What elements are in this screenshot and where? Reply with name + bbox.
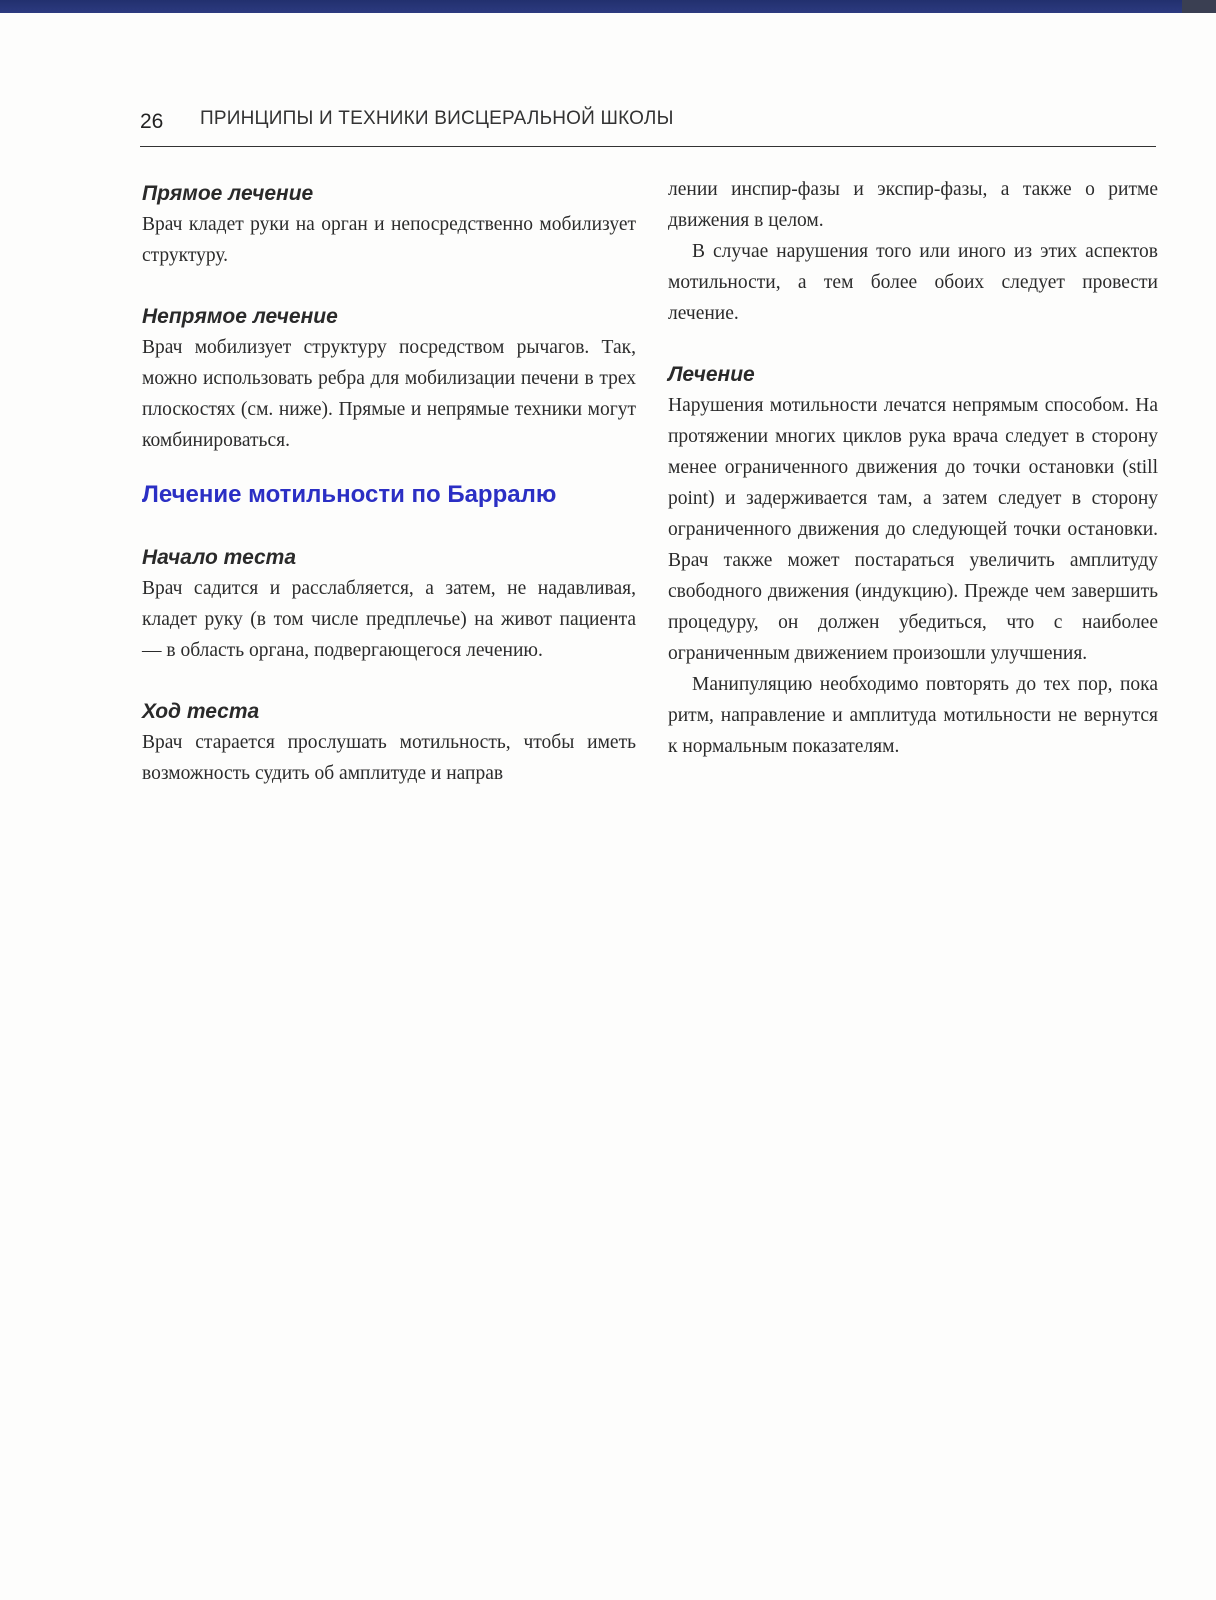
heading-test-start: Начало теста — [142, 546, 297, 569]
paragraph-treatment-repeat: Манипуляцию необходимо повторять до тех пор, пока ритм, направление и амплитуда мотильности не вернутся к нормальным показателям. — [668, 674, 1158, 757]
paragraph-treatment: Нарушения мотильности лечатся непрямым способом. На протяжении многих циклов рука врача следует в сторону менее ограниченного движения до точки остановки (still point) и задерживается там, а затем следует в сторону ограниченного движения до следующей точки остановки. Врач также может постараться увеличить амплитуду свободного движения (индукцию). Прежде чем завершить процедуру, он должен убедиться, что с наиболее ограниченным движением произошли улучшения. — [668, 395, 1158, 664]
heading-direct-treatment: Прямое лечение — [142, 182, 314, 205]
paragraph-continuation: лении инспир-фазы и экспир-фазы, а также о ритме движения в целом. — [668, 179, 1158, 231]
heading-indirect-treatment: Непрямое лечение — [142, 305, 338, 328]
right-column — [668, 174, 1158, 762]
scan-top-band — [0, 0, 1216, 13]
left-column — [142, 178, 636, 789]
heading-test-course: Ход теста — [142, 700, 260, 723]
heading-treatment: Лечение — [668, 363, 755, 386]
running-header — [140, 106, 1156, 147]
section-title: Лечение мотильности по Барралю — [142, 481, 557, 508]
paragraph-indirect-treatment: Врач мобилизует структуру посредством рычагов. Так, можно использовать ребра для мобилизации печени в трех плоскостях (см. ниже). Прямые и непрямые техники могут комбинироваться. — [142, 337, 636, 451]
paragraph-motility-disorder: В случае нарушения того или иного из этих аспектов мотильности, а тем более обоих следует провести лечение. — [668, 241, 1158, 324]
page-number: 26 — [140, 110, 164, 133]
paragraph-test-start: Врач садится и расслабляется, а затем, не надавливая, кладет руку (в том числе предплечье) на живот пациента — в область органа, подвергающегося лечению. — [142, 578, 636, 661]
running-title: ПРИНЦИПЫ И ТЕХНИКИ ВИСЦЕРАЛЬНОЙ ШКОЛЫ — [200, 108, 674, 129]
paragraph-test-course: Врач старается прослушать мотильность, чтобы иметь возможность судить об амплитуде и направ — [142, 732, 636, 784]
paragraph-direct-treatment: Врач кладет руки на орган и непосредственно мобилизует структуру. — [142, 214, 636, 266]
